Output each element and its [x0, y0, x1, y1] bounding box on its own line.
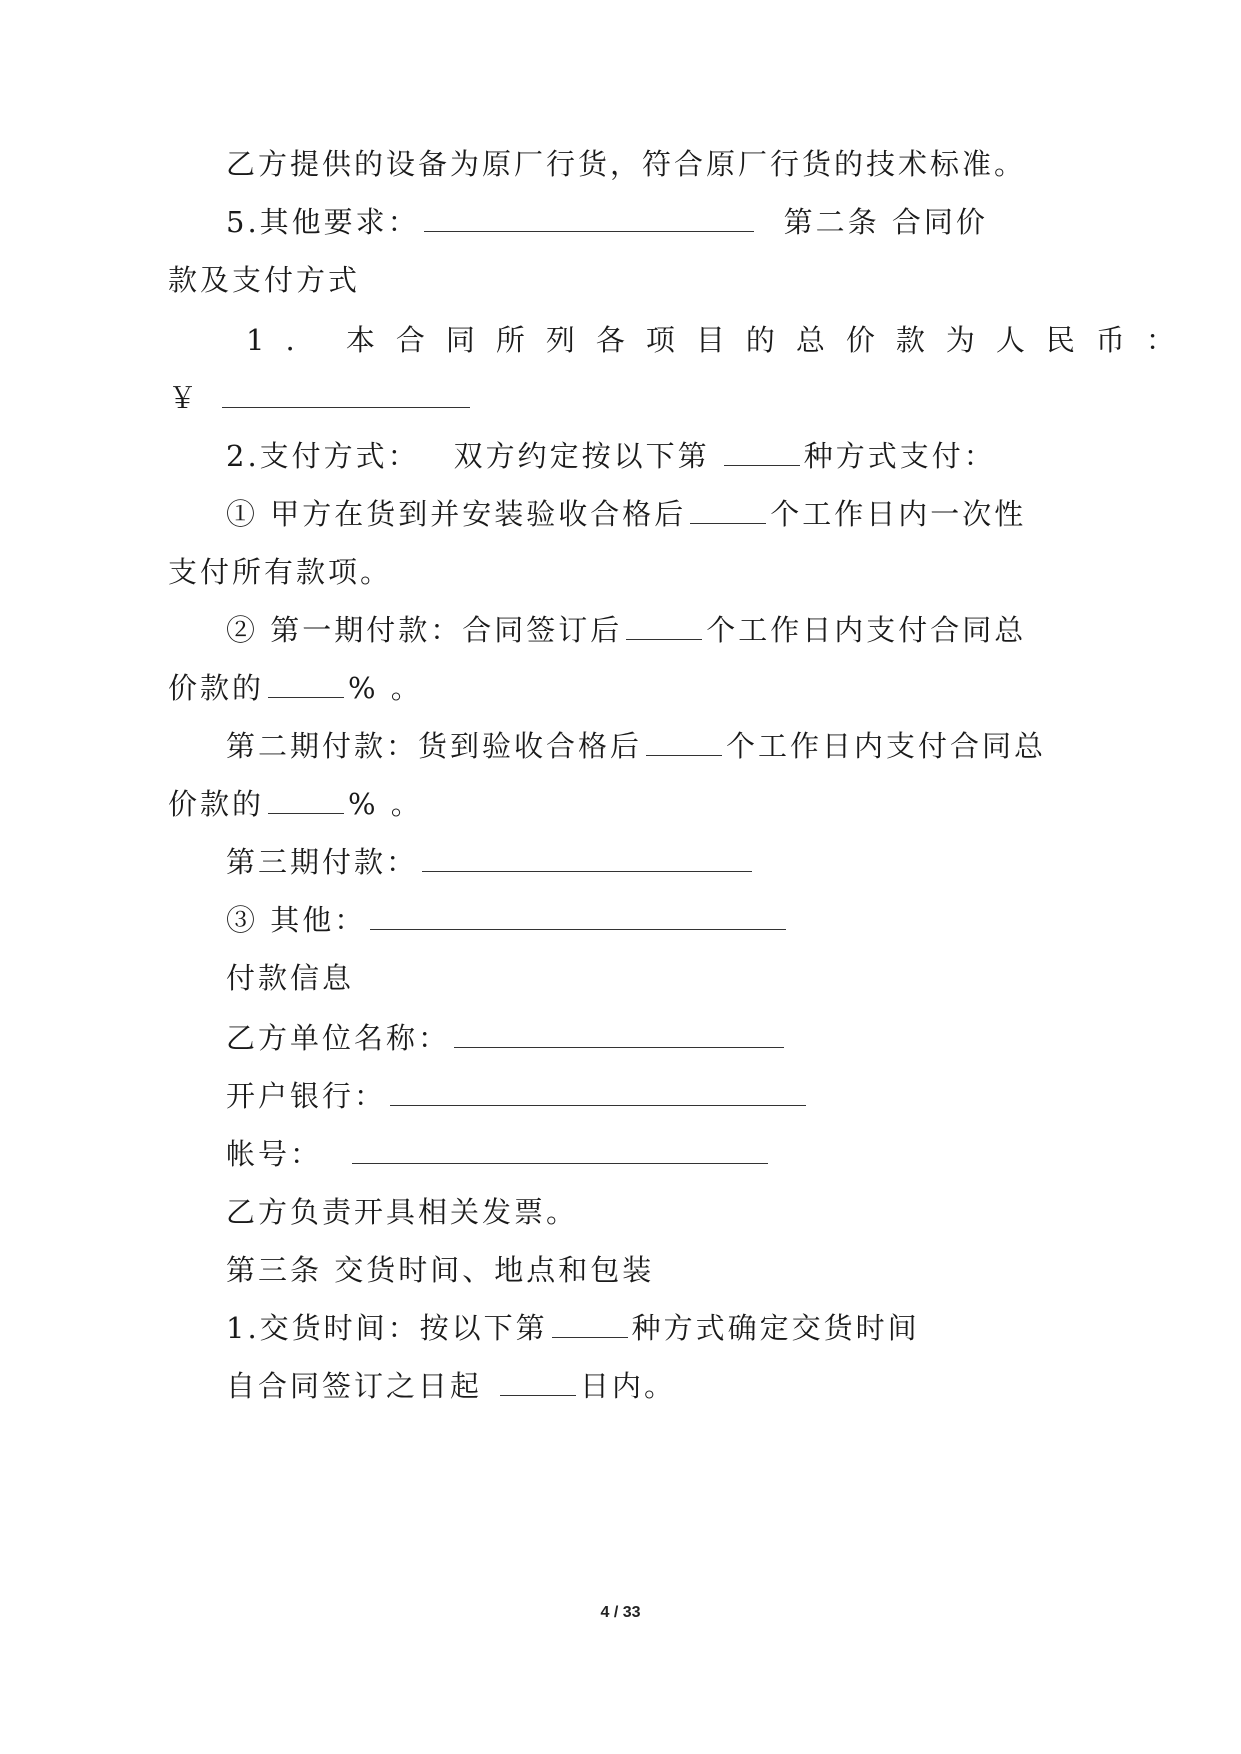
article-three-heading: [226, 1250, 654, 1290]
text: 5.其他要求：: [226, 205, 420, 239]
text: % 。: [348, 671, 423, 705]
fill-blank: [724, 439, 800, 466]
text: 第三条 交货时间、地点和包装: [226, 1253, 655, 1287]
fill-blank: [500, 1369, 576, 1396]
text: 双方约定按以下第: [453, 439, 710, 473]
fill-blank: [424, 205, 754, 232]
text: 帐号：: [226, 1137, 323, 1171]
paragraph-other-requirements: [226, 202, 988, 242]
page-number: 4 / 33: [600, 1604, 641, 1621]
fill-blank: [626, 613, 702, 640]
text: 价款的: [168, 671, 265, 705]
paragraph-option-one-continued: [168, 552, 392, 592]
text: % 。: [348, 787, 423, 821]
field-bank: [226, 1076, 810, 1116]
fill-blank: [646, 729, 722, 756]
text: 乙方负责开具相关发票。: [226, 1195, 579, 1229]
section-payment-info: [226, 958, 354, 998]
text: 乙方单位名称：: [226, 1021, 451, 1055]
fill-blank: [222, 381, 470, 408]
text: 第三期付款：: [226, 845, 419, 879]
paragraph-first-installment: [226, 610, 1026, 650]
article-two-heading: 第二条 合同价: [783, 205, 988, 239]
paragraph-price-amount: [168, 378, 474, 418]
text: ① 甲方在货到并安装验收合格后: [226, 497, 687, 531]
paragraph-option-other: [226, 900, 790, 940]
text: 款及支付方式: [168, 263, 361, 297]
text: ③ 其他：: [226, 903, 367, 937]
field-party-b-name: [226, 1018, 788, 1058]
text: 种方式确定交货时间: [631, 1311, 920, 1345]
paragraph-equipment-standard: [226, 144, 1026, 184]
fill-blank: [268, 787, 344, 814]
paragraph-invoice: [226, 1192, 578, 1232]
text: 种方式支付：: [803, 439, 996, 473]
currency-symbol: ￥: [168, 381, 201, 415]
text: ② 第一期付款：合同签订后: [226, 613, 623, 647]
text: 日内。: [580, 1369, 677, 1403]
text: 乙方提供的设备为原厂行货，符合原厂行货的技术标准。: [226, 147, 1027, 181]
fill-blank: [352, 1137, 768, 1164]
text: 个工作日内支付合同总: [706, 613, 1027, 647]
text: 自合同签订之日起: [226, 1369, 483, 1403]
fill-blank: [690, 497, 766, 524]
text: 个工作日内一次性: [770, 497, 1027, 531]
paragraph-delivery-days: [226, 1366, 676, 1406]
text: 支付所有款项。: [168, 555, 393, 589]
fill-blank: [268, 671, 344, 698]
text: 开户银行：: [226, 1079, 387, 1113]
fill-blank: [370, 903, 786, 930]
text: 价款的: [168, 787, 265, 821]
paragraph-option-one: [226, 494, 1026, 534]
text: 1.交货时间：按以下第: [226, 1311, 548, 1345]
fill-blank: [454, 1021, 784, 1048]
paragraph-payment-method: [226, 436, 996, 476]
paragraph-third-installment: [226, 842, 756, 882]
paragraph-second-installment-continued: [168, 784, 423, 824]
text: 个工作日内支付合同总: [726, 729, 1047, 763]
paragraph-total-price: [246, 320, 1196, 360]
text: 第二期付款：货到验收合格后: [226, 729, 643, 763]
text: 2.支付方式：: [226, 439, 420, 473]
paragraph-delivery-time: [226, 1308, 920, 1348]
paragraph-first-installment-continued: [168, 668, 423, 708]
paragraph-second-installment: [226, 726, 1046, 766]
fill-blank: [552, 1311, 628, 1338]
field-account-number: [226, 1134, 772, 1174]
fill-blank: [422, 845, 752, 872]
text: 付款信息: [226, 961, 355, 995]
article-two-heading-continued: [168, 260, 360, 300]
text: 1. 本合同所列各项目的总价款为人民币：: [246, 323, 1196, 357]
fill-blank: [390, 1079, 806, 1106]
